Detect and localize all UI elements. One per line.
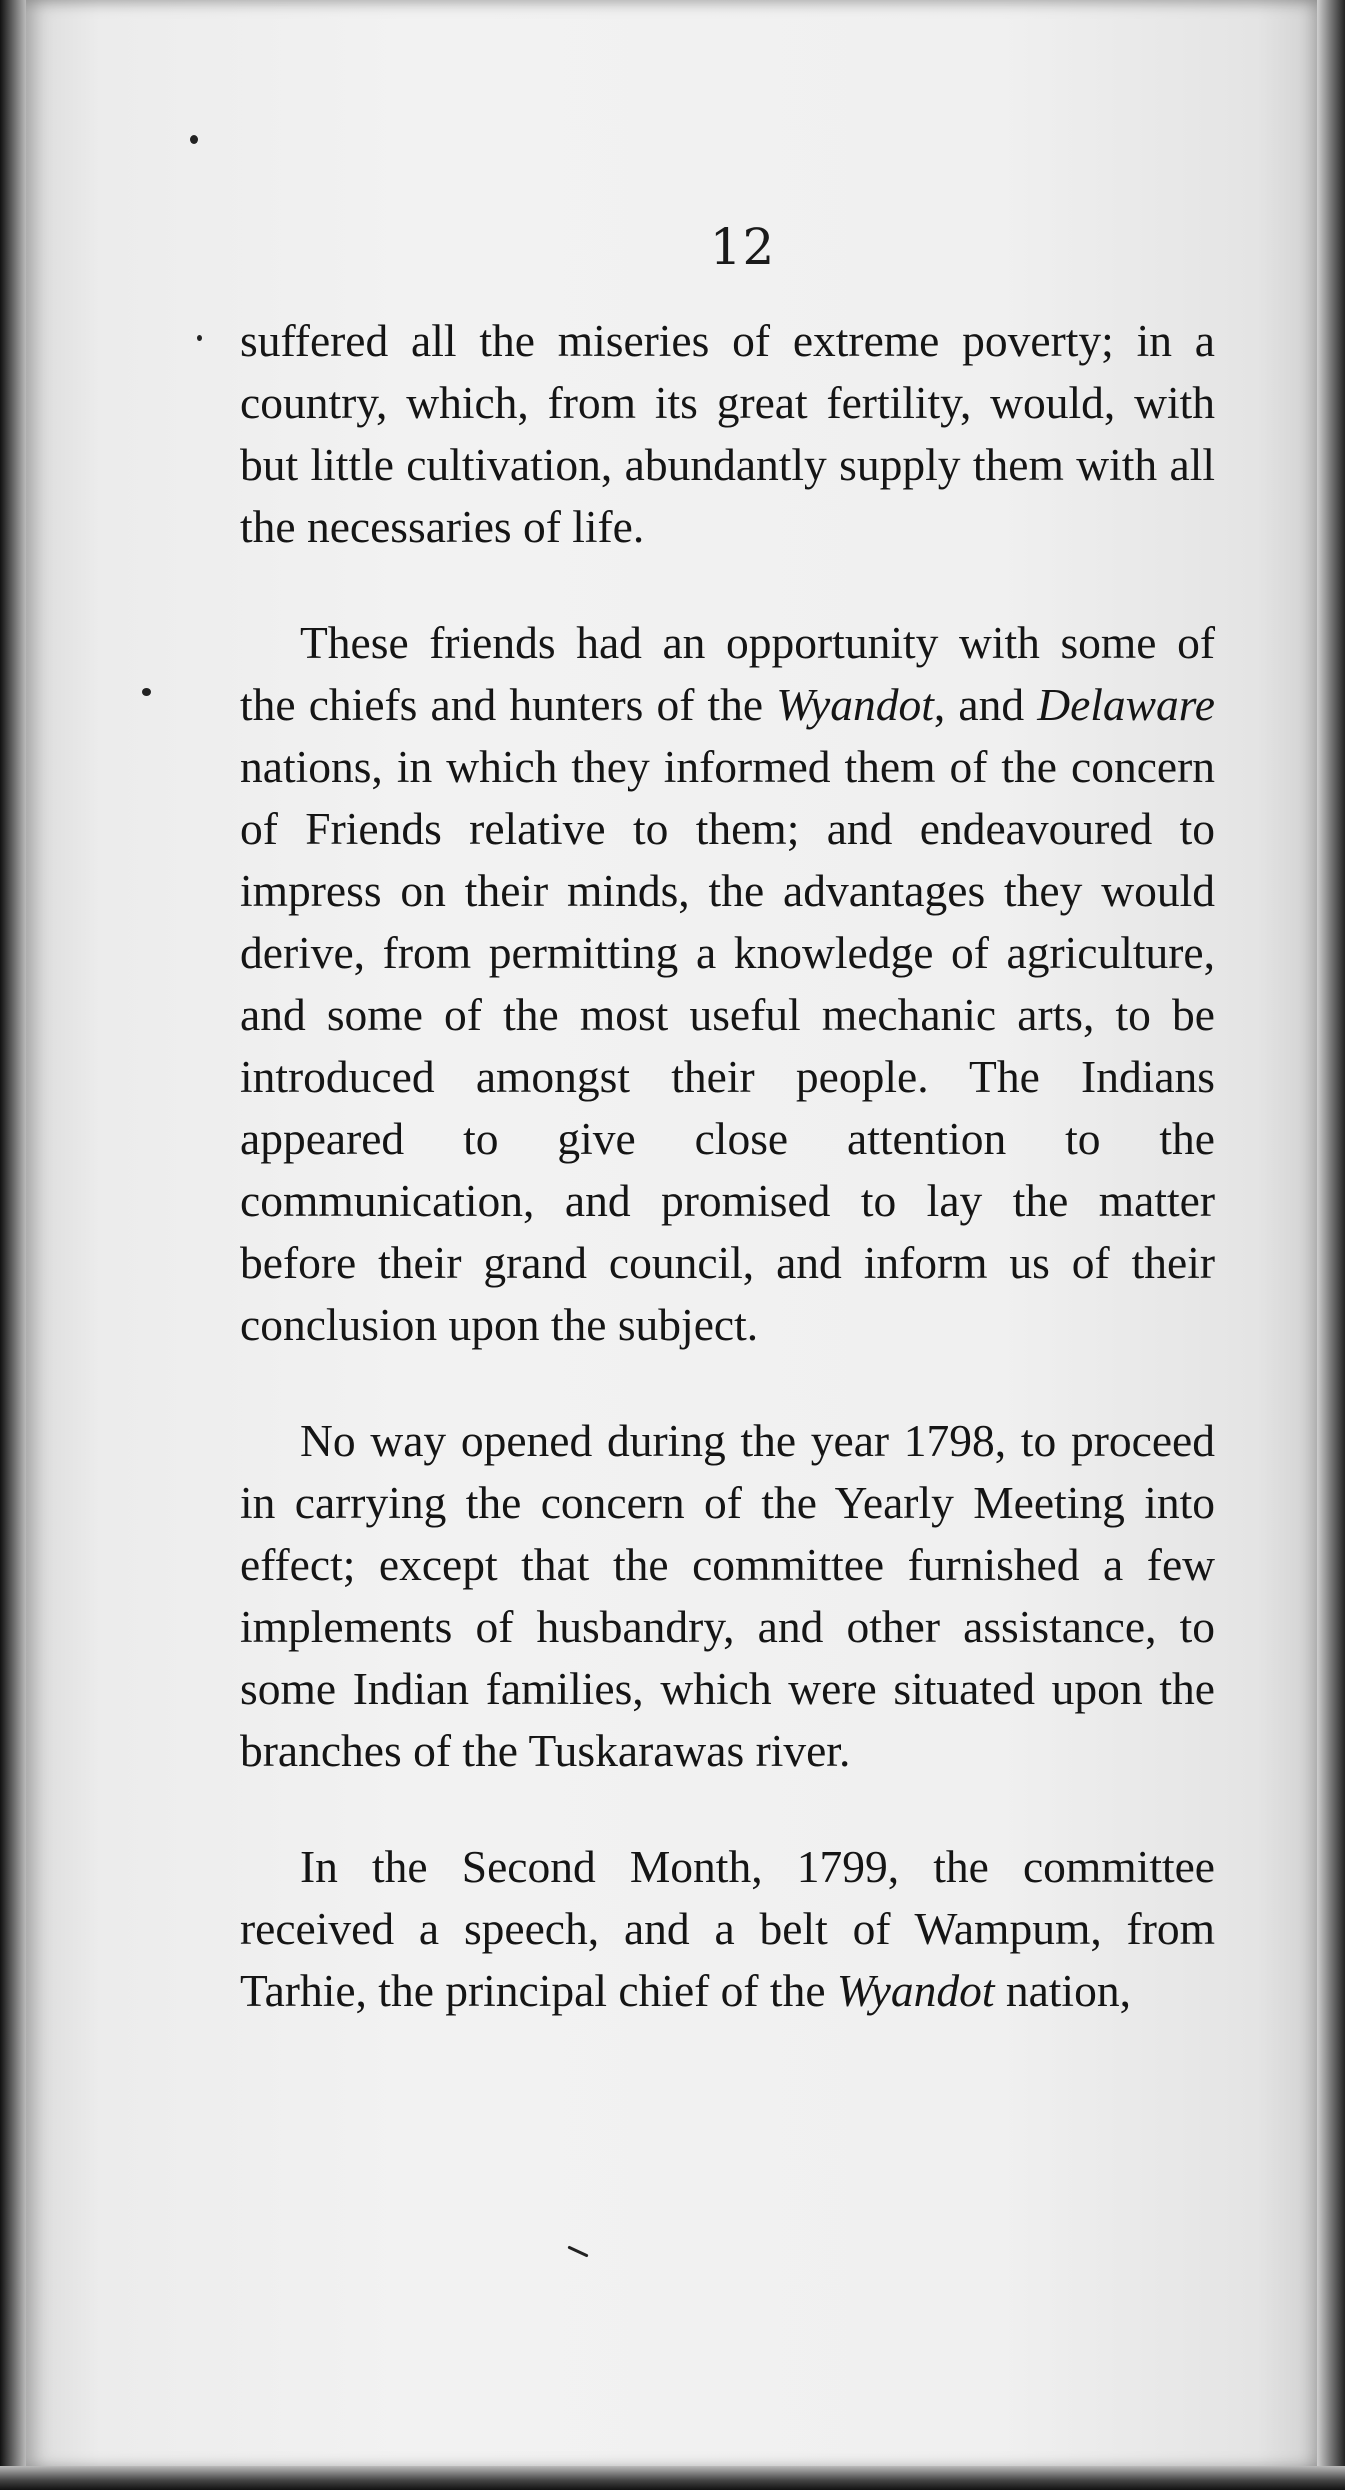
italic-name: Wyandot — [776, 679, 934, 730]
text-run: nation, — [994, 1965, 1131, 2016]
ink-speck — [567, 2245, 588, 2257]
page-edge-shadow — [1317, 0, 1345, 2490]
text-run: These friends had an opportunity with some of the chiefs and hunters of the — [240, 617, 1215, 730]
text-run: No way opened during the year 1798, to proceed in carrying the concern of the Yearly Meeting into effect; except that the committee furnished a few implements of husbandry, and other assistance, to some Indian families, which were situated upon the branches of the Tuskarawas river. — [240, 1415, 1215, 1776]
page-bottom-shadow — [0, 2466, 1345, 2490]
ink-speck — [197, 335, 202, 341]
text-run: suffered all the miseries of extreme poverty; in a country, which, from its great fertility, would, with but little cultivation, abundantly supply them with all the necessaries of life. — [240, 315, 1215, 552]
paragraph — [240, 1836, 1215, 2022]
ink-speck — [142, 688, 151, 696]
binding-shadow — [0, 0, 26, 2490]
ink-speck — [190, 135, 198, 144]
page-number: 12 — [709, 218, 776, 276]
italic-name: Wyandot — [836, 1965, 995, 2016]
paragraph — [240, 1410, 1215, 1782]
italic-name: Delaware — [1037, 679, 1215, 730]
text-run: , and — [933, 679, 1038, 730]
paragraph — [240, 612, 1215, 1356]
text-run: In the Second Month, 1799, the committee received a speech, and a belt of Wampum, from Tarhie, the principal chief of the — [240, 1841, 1215, 2016]
paragraph — [240, 310, 1215, 558]
body-text — [240, 310, 1215, 2076]
text-run: nations, in which they informed them of the concern of Friends relative to them; and endeavoured to impress on their minds, the advantages they would derive, from permitting a knowledge of agriculture, and some of the most useful mechanic arts, to be introduced amongst their people. The Indians appeared to give close attention to the communication, and promised to lay the matter before their grand council, and inform us of their conclusion upon the subject. — [240, 741, 1215, 1350]
